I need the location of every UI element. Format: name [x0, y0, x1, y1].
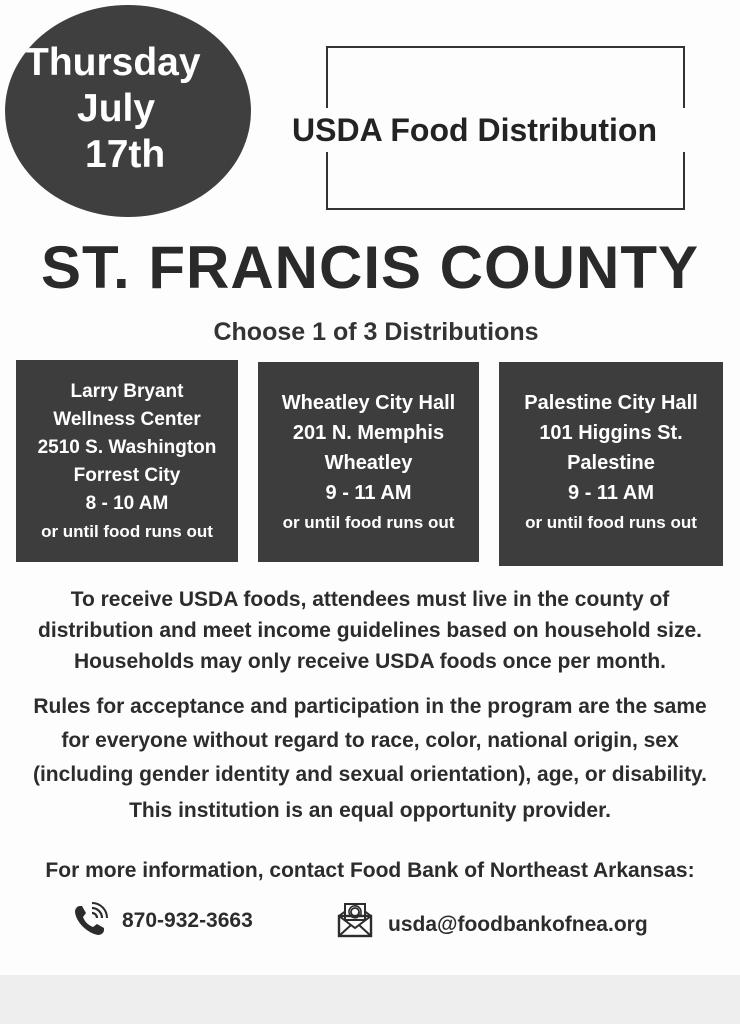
- location-note: or until food runs out: [282, 513, 455, 532]
- phone-icon: [72, 902, 108, 938]
- location-city: Wheatley: [324, 452, 413, 474]
- eligibility-line: Households may only receive USDA foods once per month.: [73, 650, 666, 673]
- location-time: 9 - 11 AM: [568, 482, 654, 504]
- location-city: Forrest City: [73, 465, 181, 486]
- eligibility-line: To receive USDA foods, attendees must live in the county of: [70, 588, 670, 611]
- location-name: Larry Bryant: [70, 381, 184, 402]
- equal-opportunity-statement: This institution is an equal opportunity provider.: [129, 799, 611, 822]
- date-badge: [5, 5, 251, 217]
- county-heading: ST. FRANCIS COUNTY: [40, 234, 700, 301]
- distribution-card-forrest-city: [16, 360, 238, 562]
- location-time: 9 - 11 AM: [325, 482, 412, 504]
- rules-line: Rules for acceptance and participation in the program are the same: [33, 695, 707, 718]
- location-city: Palestine: [567, 452, 655, 474]
- date-weekday: Thursday: [25, 41, 201, 84]
- contact-heading: For more information, contact Food Bank of Northeast Arkansas:: [45, 859, 695, 882]
- location-name: Palestine City Hall: [524, 392, 698, 414]
- location-note: or until food runs out: [41, 522, 213, 541]
- location-note: or until food runs out: [525, 513, 697, 532]
- location-address: 101 Higgins St.: [539, 422, 683, 444]
- location-time: 8 - 10 AM: [85, 493, 169, 514]
- email-icon: [336, 900, 374, 938]
- location-name: Wheatley City Hall: [281, 392, 456, 414]
- rules-paragraph: [0, 690, 740, 792]
- distribution-subtitle: Choose 1 of 3 Distributions: [213, 318, 539, 346]
- rules-line: for everyone without regard to race, color, national origin, sex: [61, 729, 679, 752]
- distribution-card-palestine: [499, 362, 723, 566]
- location-name: Wellness Center: [53, 409, 201, 430]
- scan-bottom-margin: [0, 975, 740, 1024]
- location-address: 2510 S. Washington: [37, 437, 217, 458]
- distribution-card-wheatley: [258, 362, 479, 562]
- contact-phone[interactable]: 870-932-3663: [122, 909, 253, 932]
- location-address: 201 N. Memphis: [292, 422, 445, 444]
- contact-email[interactable]: usda@foodbankofnea.org: [388, 913, 648, 936]
- date-day: 17th: [85, 133, 166, 176]
- date-month: July: [77, 87, 156, 130]
- eligibility-paragraph: [0, 584, 740, 677]
- flyer-title: USDA Food Distribution: [290, 108, 734, 152]
- rules-line: (including gender identity and sexual orientation), age, or disability.: [32, 763, 708, 786]
- eligibility-line: distribution and meet income guidelines based on household size.: [38, 619, 702, 642]
